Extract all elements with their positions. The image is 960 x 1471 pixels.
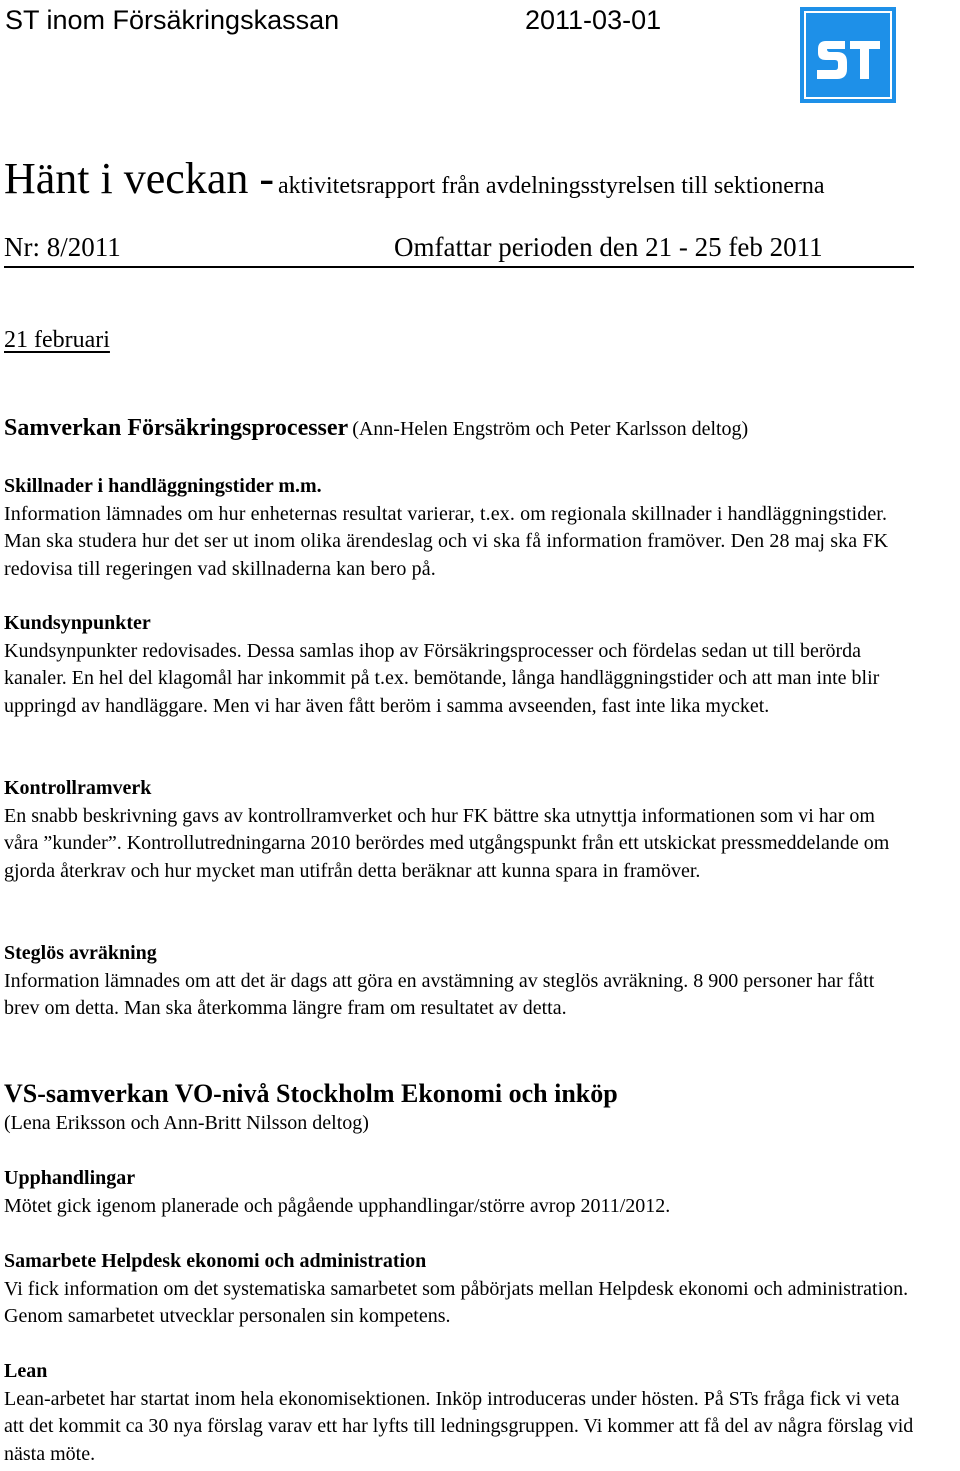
section-heading: Upphandlingar bbox=[4, 1167, 136, 1189]
meeting-attendees: (Ann-Helen Engström och Peter Karlsson deltog) bbox=[352, 418, 749, 440]
section-body: Vi fick information om det systematiska samarbetet som påbörjats mellan Helpdesk ekonomi och administration. Genom samarbetet utvecklar personalen sin kompetens. bbox=[4, 1277, 909, 1327]
section-body: Lean-arbetet har startat inom hela ekonomisektionen. Inköp introduceras under hösten. På STs fråga fick vi veta att det kommit ca 30 nya förslag varav ett har lyfts till ledningsgruppen. Vi kommer att få del av några förslag vid nästa möte. bbox=[4, 1387, 914, 1465]
st-logo-icon bbox=[800, 7, 896, 103]
section-heading: Lean bbox=[4, 1360, 48, 1382]
section-body: Information lämnades om hur enheternas resultat varierar, t.ex. om regionala skillnader i handläggningstider. Man ska studera hur det ser ut inom olika ärendeslag och vi ska få information framöver. Den 28 maj ska FK redovisa till regeringen vad skillnaderna kan bero på. bbox=[4, 502, 889, 580]
section-body: Mötet gick igenom planerade och pågående upphandlingar/större avrop 2011/2012. bbox=[4, 1194, 671, 1217]
issue-info bbox=[4, 230, 914, 268]
report-section bbox=[4, 610, 914, 720]
title-subtitle: aktivitetsrapport från avdelningsstyrelsen till sektionerna bbox=[278, 173, 825, 199]
section-heading: Samarbete Helpdesk ekonomi och administration bbox=[4, 1250, 427, 1272]
meeting-name: VS-samverkan VO-nivå Stockholm Ekonomi och inköp bbox=[4, 1079, 618, 1108]
report-section bbox=[4, 775, 914, 885]
section-body: En snabb beskrivning gavs av kontrollramverket och hur FK bättre ska utnyttja informationen som vi har om våra ”kunder”. Kontrollutredningarna 2010 berördes med utgångspunkt från ett utskickat pressmeddelande om gjorda återkrav och hur mycket man utifrån detta beräknar att kunna spara in framöver. bbox=[4, 804, 890, 882]
day-heading: 21 februari bbox=[4, 327, 110, 353]
report-section bbox=[4, 473, 914, 583]
issue-period: Omfattar perioden den 21 - 25 feb 2011 bbox=[394, 232, 823, 262]
meeting-name: Samverkan Försäkringsprocesser bbox=[4, 415, 349, 441]
section-heading: Skillnader i handläggningstider m.m. bbox=[4, 475, 322, 497]
section-heading: Kundsynpunkter bbox=[4, 612, 151, 634]
section-body: Information lämnades om att det är dags att göra en avstämning av steglös avräkning. 8 900 personer har fått brev om detta. Man ska återkomma längre fram om resultatet av detta. bbox=[4, 969, 875, 1019]
report-section bbox=[4, 940, 914, 1023]
report-section bbox=[4, 1358, 914, 1468]
st-logo bbox=[800, 7, 896, 103]
meeting-heading bbox=[4, 1078, 618, 1137]
section-heading: Steglös avräkning bbox=[4, 942, 157, 964]
section-body: Kundsynpunkter redovisades. Dessa samlas ihop av Försäkringsprocesser och fördelas sedan ut till berörda kanaler. En hel del klagomål har inkommit på t.ex. bemötande, långa handläggningstider och att man inte blir uppringd av handläggare. Men vi har även fått beröm i samma avseenden, fast inte lika mycket. bbox=[4, 639, 880, 717]
organization-name: ST inom Försäkringskassan bbox=[5, 5, 340, 35]
header-date: 2011-03-01 bbox=[525, 5, 662, 35]
report-section bbox=[4, 1248, 914, 1331]
issue-number: Nr: 8/2011 bbox=[4, 232, 121, 262]
document-title bbox=[4, 154, 825, 211]
report-section bbox=[4, 1165, 914, 1220]
meeting-attendees: (Lena Eriksson och Ann-Britt Nilsson deltog) bbox=[4, 1112, 369, 1134]
section-heading: Kontrollramverk bbox=[4, 777, 152, 799]
title-main: Hänt i veckan - bbox=[4, 154, 274, 203]
meeting-heading bbox=[4, 412, 748, 447]
